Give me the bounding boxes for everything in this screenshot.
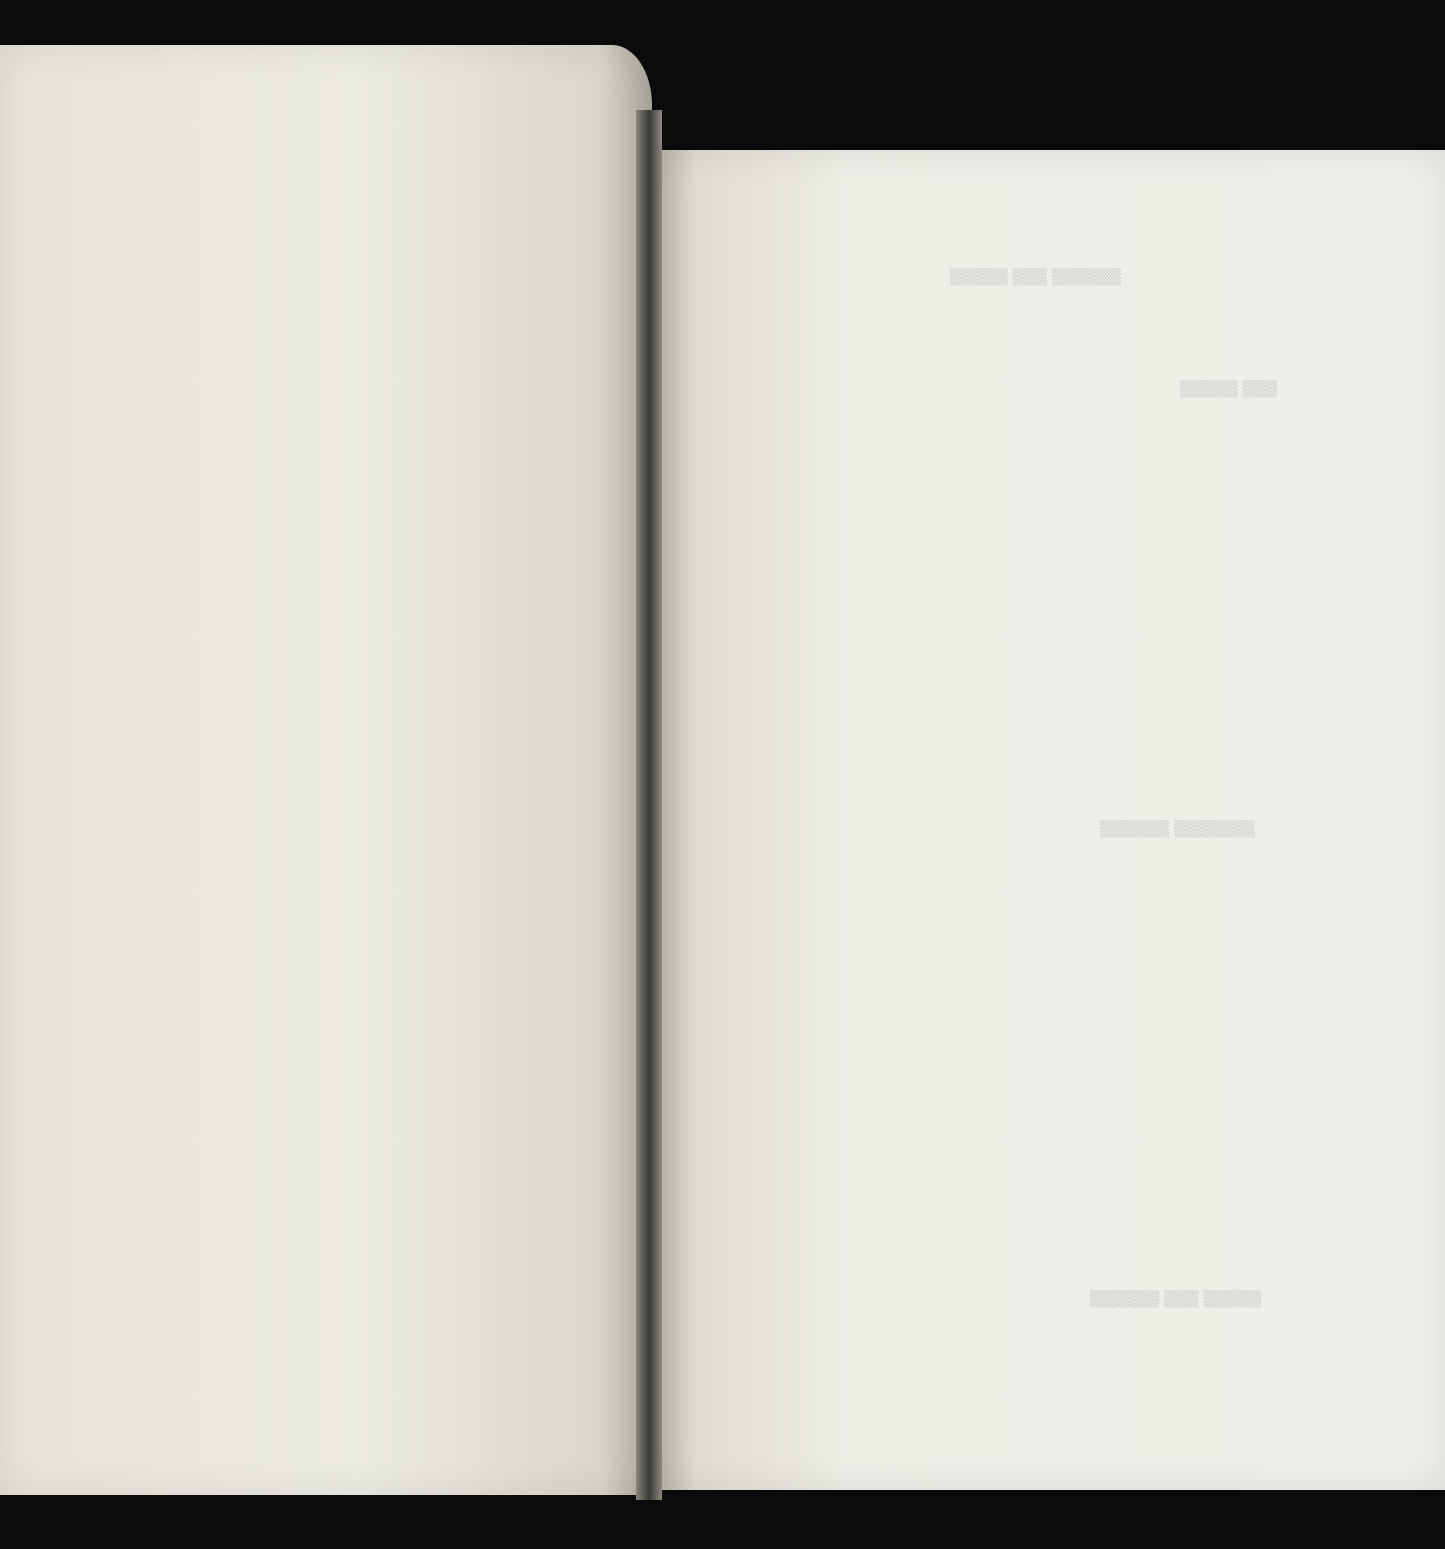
- show-through-text: ▒▒▒▒▒▒ ▒▒▒ ▒▒▒▒▒: [1090, 1290, 1262, 1308]
- left-contents: [0, 148, 630, 1431]
- right-contents: [708, 220, 1388, 1370]
- show-through-text: ▒▒▒▒▒ ▒▒▒: [1180, 380, 1278, 398]
- book-spine: [636, 110, 662, 1500]
- show-through-text: ▒▒▒▒▒▒ ▒▒▒▒▒▒▒: [1100, 820, 1255, 838]
- show-through-text: ▒▒▒▒▒ ▒▒▒ ▒▒▒▒▒▒: [950, 268, 1122, 286]
